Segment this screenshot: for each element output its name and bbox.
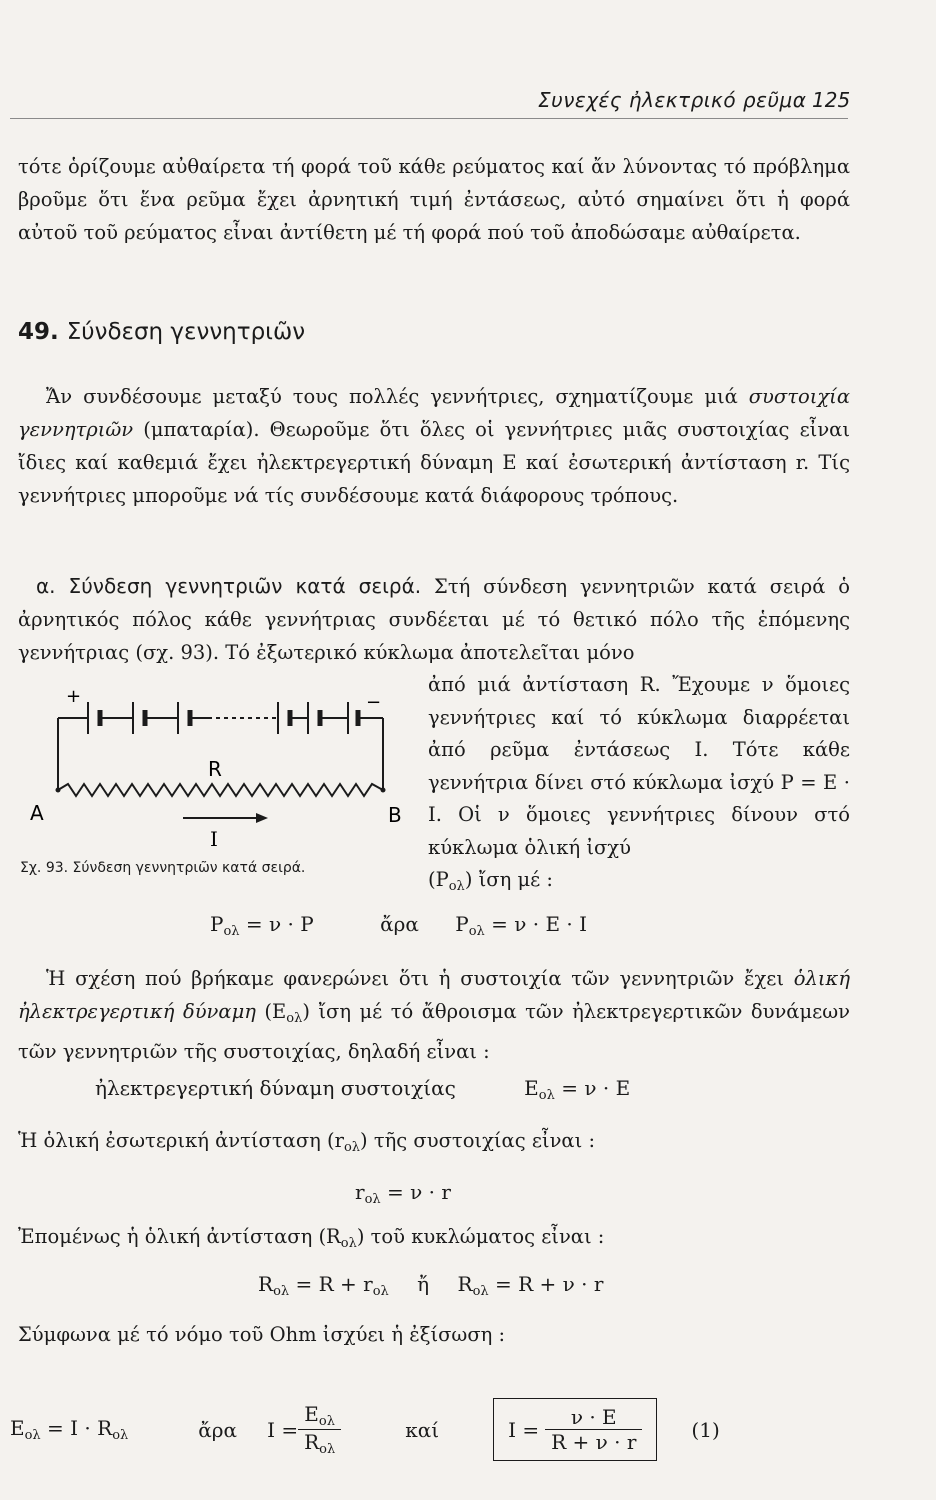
total-resistance-equation: $R_{o\lambda} = R + r_{o\lambda}$ ἤ $R_{o\lambda} = R + \nu \cdot r$ <box>258 1272 604 1299</box>
boxed-result-equation: I = $\frac{\nu \cdot E}{R + \nu \cdot r}$ <box>493 1398 657 1461</box>
fraction-nE-over-R-plus-nr: $\frac{\nu \cdot E}{R + \nu \cdot r}$ <box>545 1405 642 1454</box>
node-a-label: A <box>30 801 44 825</box>
ohm-law-eq: $E_{o\lambda} = I \cdot R_{o\lambda}$ <box>10 1416 129 1443</box>
figure-caption: Σχ. 93. Σύνδεση γεννητριῶν κατά σειρά. <box>20 860 306 876</box>
minus-sign: − <box>366 692 382 713</box>
page-number: 125 <box>812 88 851 112</box>
equation-number: (1) <box>691 1417 720 1442</box>
current-label: I <box>210 827 218 851</box>
power-total-symbol: $(P_{o\lambda})$ <box>428 868 473 894</box>
section-number: 49 <box>18 319 51 345</box>
section-title: Σύνδεση γεννητριῶν <box>66 319 306 345</box>
resistor-zigzag <box>58 784 383 796</box>
subsection-paragraph: α. Σύνδεση γεννητριῶν κατά σειρά. Στή σύνδεση γεννητριῶν κατά σειρά ὁ ἀρνητικός πόλος κάθε γεννήτριας συνδέεται μέ τό θετικό πόλο τῆς ἑπόμενης γεννήτριας (σχ. 93). Τό ἐξωτερικό κύκλωμα ἀποτελεῖται μόνο <box>18 574 851 664</box>
relation-paragraph: Ἡ σχέση πού βρήκαμε φανερώνει ὅτι ἡ συστοιχία τῶν γεννητριῶν ἔχει ὁλική ἠλεκτρεγερτική δύναμη $(E_{o\lambda})$ ἴση μέ τό ἄθροισμα τῶν ἠλεκτρεγερτικῶν δυνάμεων τῶν γεννητριῶν τῆς συστοιχίας, δηλαδή εἶναι : <box>18 967 850 1063</box>
power-equation: $P_{o\lambda} = \nu \cdot P$ ἄρα $P_{o\lambda} = \nu \cdot E \cdot I$ <box>210 912 588 939</box>
series-circuit-figure <box>28 690 418 860</box>
term-total-emf: ὁλική ἠλεκτρεγερτική δύναμη <box>18 967 850 1023</box>
header-rule <box>10 118 848 119</box>
subsection-heading: α. Σύνδεση γεννητριῶν κατά σειρά. <box>36 574 422 598</box>
internal-resistance-equation: $r_{o\lambda} = \nu \cdot r$ <box>355 1180 451 1207</box>
resistor-label: R <box>208 757 222 781</box>
plus-sign: + <box>66 690 82 707</box>
subsection-right-column: ἀπό μιά ἀντίσταση R. Ἔχουμε ν ὅμοιες γεννήτριες καί τό κύκλωμα διαρρέεται ἀπό ρεῦμα ἐντάσεως I. Τότε κάθε γεννήτρια δίνει στό κύκλωμα ἰσχύ P = E · I. Οἱ ν ὅμοιες γεννήτριες δίνουν στό κύκλωμα ὁλική ἰσχύ $(P_{o\lambda})$ ἴση μέ : <box>428 673 850 894</box>
total-resistance-paragraph: Ἐπομένως ἡ ὁλική ἀντίσταση $(R_{o\lambda})$ τοῦ κυκλώματος εἶναι : <box>18 1225 605 1251</box>
running-header-title: Συνεχές ἠλεκτρικό ρεῦμα <box>538 88 807 112</box>
ohm-paragraph: Σύμφωνα μέ τό νόμο τοῦ Ohm ἰσχύει ἡ ἐξίσωση : <box>18 1323 506 1346</box>
node-b-dot <box>381 788 386 793</box>
node-a-dot <box>56 788 61 793</box>
final-equations: $E_{o\lambda} = I \cdot R_{o\lambda}$ ἄρα I = $\frac{E_{o\lambda}}{R_{o\lambda}}$ καί I = $\frac{\nu \cdot E}{R + \nu \cdot r}$ (1) <box>10 1398 720 1461</box>
node-b-label: B <box>388 803 402 827</box>
section-paragraph: Ἄν συνδέσουμε μεταξύ τους πολλές γεννήτριες, σχηματίζουμε μιά συστοιχία γεννητριῶν (μπαταρία). Θεωροῦμε ὅτι ὅλες οἱ γεννήτριες μιᾶς συστοιχίας εἶναι ἴδιες καί καθεμιά ἔχει ἠλεκτρεγερτική δύναμη E καί ἐσωτερική ἀντίσταση r. Τίς γεννήτριες μποροῦμε νά τίς συνδέσουμε κατά διάφορους τρόπους. <box>18 385 850 507</box>
term-battery: συστοιχία γεννητριῶν <box>18 385 850 441</box>
fraction-E-over-R: $\frac{E_{o\lambda}}{R_{o\lambda}}$ <box>298 1402 341 1457</box>
internal-resistance-paragraph: Ἡ ὁλική ἐσωτερική ἀντίσταση $(r_{o\lambda})$ τῆς συστοιχίας εἶναι : <box>18 1129 596 1155</box>
intro-paragraph: τότε ὁρίζουμε αὐθαίρετα τή φορά τοῦ κάθε ρεύματος καί ἄν λύνοντας τό πρόβλημα βροῦμε ὅτι ἕνα ρεῦμα ἔχει ἀρνητική τιμή ἐντάσεως, αὐτό σημαίνει ὅτι ἡ φορά αὐτοῦ τοῦ ρεύματος εἶναι ἀντίθετη μέ τή φορά πού τοῦ ἀποδώσαμε αὐθαίρετα. <box>18 155 850 244</box>
emf-equation: ἠλεκτρεγερτική δύναμη συστοιχίας $E_{o\lambda} = \nu \cdot E$ <box>95 1076 631 1103</box>
section-heading: 49. Σύνδεση γεννητριῶν <box>18 319 306 345</box>
current-arrowhead <box>256 813 268 823</box>
